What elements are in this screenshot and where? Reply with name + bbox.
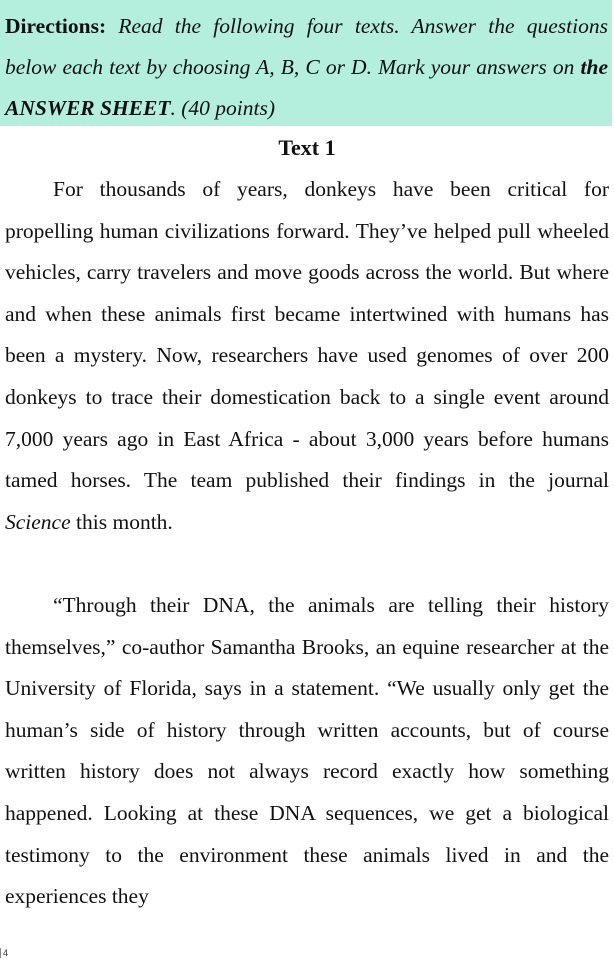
journal-name: Science (5, 509, 71, 534)
directions-points: . (40 points) (170, 96, 276, 120)
paragraph-1 (5, 169, 609, 543)
directions-label: Directions: (5, 14, 107, 38)
directions-text: Read the following four texts. Answer the questions below each text by choosing A, B, C or D. Mark your answers on (5, 14, 608, 79)
paragraph-1-text-b: this month. (70, 509, 173, 534)
directions-box (0, 0, 612, 126)
text-title: Text 1 (278, 135, 336, 160)
paragraph-2 (5, 585, 609, 918)
answer-sheet-emphasis: the ANSWER SHEET (5, 55, 608, 120)
paragraph-2-text: “Through their DNA, the animals are telling their history themselves,” co-author Samantha Brooks, an equine researcher at the University of Florida, says in a statement. “We usually only get the human’s side of history through written accounts, but of course written history does not always record exactly how something happened. Looking at these DNA sequences, we get a biological testimony to the environment these animals lived in and the experiences they (5, 593, 609, 909)
paragraph-1-text-a: For thousands of years, donkeys have been critical for propelling human civilizations forward. They’ve helped pull wheeled vehicles, carry travelers and move goods across the world. But where and when these animals first became intertwined with humans has been a mystery. Now, researchers have used genomes of over 200 donkeys to trace their domestication back to a single event around 7,000 years ago in East Africa - about 3,000 years before humans tamed horses. The team published their findings in the journal (5, 177, 609, 493)
page-number: 4 (0, 948, 8, 958)
